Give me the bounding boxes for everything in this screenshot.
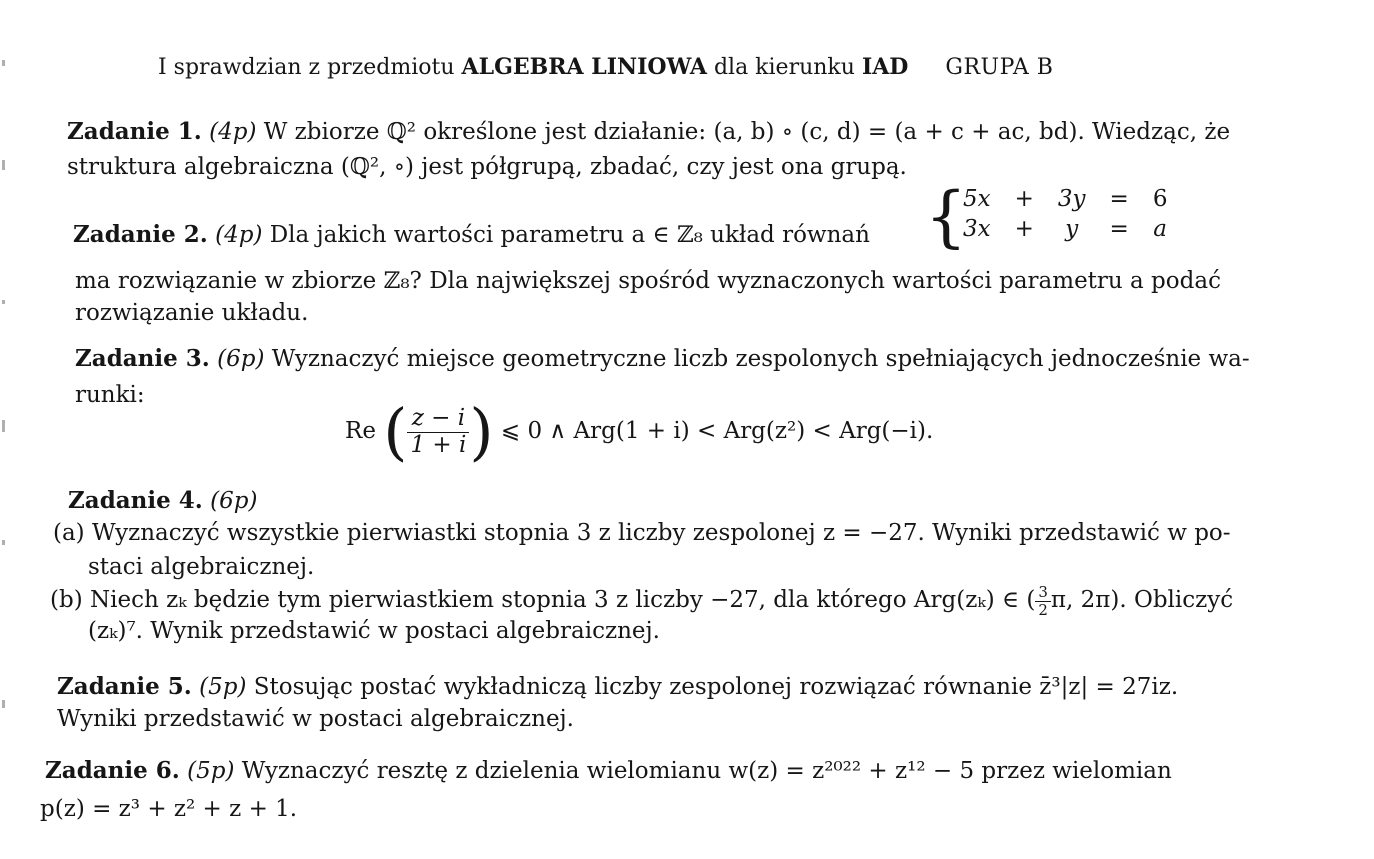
task3-label: Zadanie 3. [75, 345, 210, 372]
formula-rest: ⩽ 0 ∧ Arg(1 + i) < Arg(z²) < Arg(−i). [500, 418, 934, 444]
system-table [951, 184, 1179, 244]
task6-line1 [45, 756, 1172, 786]
task3-points: (6p) [217, 346, 265, 372]
task5-label: Zadanie 5. [57, 673, 192, 700]
task1-text2: struktura algebraiczna (ℚ², ∘) jest półgrupą, zbadać, czy jest ona grupą. [67, 154, 907, 180]
header-field: IAD [861, 54, 909, 80]
task4-b-line2 [88, 616, 660, 646]
task2-text1: Dla jakich wartości parametru a ∈ ℤ₈ układ równań [269, 222, 870, 248]
system-cell: 3y [1057, 186, 1086, 212]
system-cell: = [1109, 186, 1129, 212]
task4-b-text1-post: π, 2π). Obliczyć [1050, 587, 1234, 613]
system-brace: { [925, 178, 967, 255]
system-row-2 [951, 214, 1179, 244]
header-prefix: I sprawdzian z przedmiotu [158, 55, 455, 80]
task1-label: Zadanie 1. [67, 118, 202, 145]
task6-text1: Wyznaczyć resztę z dzielenia wielomianu w(z) = z²⁰²² + z¹² − 5 przez wielomian [241, 758, 1172, 784]
task2-line2 [75, 266, 1221, 296]
task3-formula [345, 396, 933, 466]
task3-text1: Wyznaczyć miejsce geometryczne liczb zespolonych spełniających jednocześnie wa- [271, 346, 1250, 372]
task5-line1 [57, 672, 1178, 702]
system-row-1 [951, 184, 1179, 214]
header-group: GRUPA B [945, 55, 1054, 80]
task6-text2: p(z) = z³ + z² + z + 1. [40, 796, 298, 822]
task4-a-text1: (a) Wyznaczyć wszystkie pierwiastki stopnia 3 z liczby zespolonej z = −27. Wyniki przedstawić w po- [53, 520, 1231, 546]
system-cell: y [1065, 216, 1079, 242]
task5-line2 [57, 704, 574, 734]
task4-b-fraction [1035, 584, 1051, 618]
task4-points: (6p) [210, 488, 258, 514]
task1-line1 [67, 117, 1230, 147]
task4-a-line1 [53, 518, 1231, 548]
formula-open-paren: ( [383, 395, 408, 468]
task4-b-line1 [50, 584, 1233, 618]
task4-heading [68, 486, 257, 516]
task4-b-text2: (zₖ)⁷. Wynik przedstawić w postaci algebraicznej. [88, 618, 660, 644]
system-cell: + [1014, 186, 1034, 212]
task6-line2 [40, 794, 297, 824]
formula-close-paren: ) [469, 395, 494, 468]
formula-fraction [407, 406, 469, 458]
task4-a-text2: staci algebraicznej. [88, 554, 315, 580]
formula-numerator: z − i [407, 406, 469, 432]
scan-margin [0, 0, 14, 859]
system-cell: = [1109, 216, 1129, 242]
task3-text2: runki: [75, 382, 145, 408]
system-cell: + [1014, 216, 1034, 242]
system-cell: a [1153, 216, 1167, 242]
system-cell: 6 [1152, 186, 1168, 212]
task3-line1 [75, 344, 1250, 374]
task4-b-open-paren: ( [1026, 587, 1036, 613]
task4-b-frac-num: 3 [1035, 584, 1051, 602]
formula-re: Re [345, 418, 376, 444]
task2-line3 [75, 298, 308, 328]
task5-text1: Stosując postać wykładniczą liczby zespolonej rozwiązać równanie z̄³|z| = 27iz. [253, 674, 1179, 700]
task6-label: Zadanie 6. [45, 757, 180, 784]
task1-line2 [67, 152, 907, 182]
task4-b-frac-den: 2 [1038, 600, 1048, 619]
task4-label: Zadanie 4. [68, 487, 203, 514]
task2-points: (4p) [215, 222, 263, 248]
task3-line2 [75, 380, 145, 410]
task2-text2: ma rozwiązanie w zbiorze ℤ₈? Dla największej spośród wyznaczonych wartości parametru a podać [75, 268, 1221, 294]
task4-a-line2 [88, 552, 314, 582]
task5-text2: Wyniki przedstawić w postaci algebraicznej. [57, 706, 574, 732]
header-middle: dla kierunku [713, 55, 855, 80]
system-cell: 3x [963, 216, 991, 242]
task2-label: Zadanie 2. [73, 221, 208, 248]
header-subject: ALGEBRA LINIOWA [461, 54, 707, 80]
task1-points: (4p) [209, 119, 257, 145]
task4-b-text1-pre: (b) Niech zₖ będzie tym pierwiastkiem stopnia 3 z liczby −27, dla którego Arg(zₖ) ∈ [50, 587, 1020, 613]
task2-line1 [73, 220, 870, 250]
exam-header [158, 52, 1053, 83]
formula-denominator: 1 + i [410, 431, 467, 458]
system-cell: 5x [963, 186, 991, 212]
task1-text1: W zbiorze ℚ² określone jest działanie: (a, b) ∘ (c, d) = (a + c + ac, bd). Wiedząc, że [263, 119, 1231, 145]
task2-text3: rozwiązanie układu. [75, 300, 309, 326]
task5-points: (5p) [199, 674, 247, 700]
task6-points: (5p) [187, 758, 235, 784]
